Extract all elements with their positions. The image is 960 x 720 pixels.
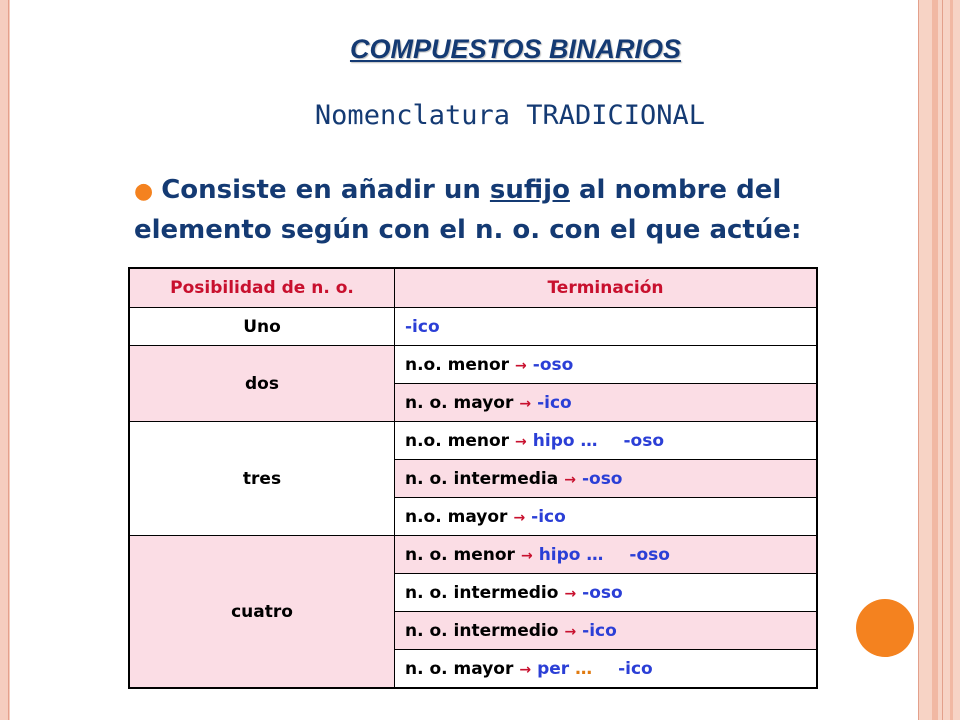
- header-possibility: Posibilidad de n. o.: [129, 268, 395, 308]
- suffix: -ico: [405, 316, 440, 337]
- suffix: -oso: [623, 430, 665, 451]
- prefix: per: [537, 658, 570, 679]
- intro-paragraph: [134, 171, 874, 250]
- bullet-icon: ●: [134, 179, 154, 204]
- arrow-right-icon: →: [520, 547, 533, 564]
- suffix: -oso: [532, 354, 574, 375]
- label-tres: tres: [129, 422, 395, 536]
- ending-cell: [395, 422, 818, 460]
- table-row: [129, 346, 817, 384]
- arrow-right-icon: →: [519, 661, 532, 678]
- intro-after: al nombre del elemento según con el n. o. con el que actúe:: [134, 175, 802, 245]
- prefix: hipo: [532, 430, 575, 451]
- arrow-right-icon: →: [515, 357, 527, 374]
- right-frame-border: [918, 0, 960, 720]
- ending-text: n. o. mayor: [405, 392, 514, 413]
- ending-cell: [395, 346, 818, 384]
- ending-cell: [395, 612, 818, 650]
- ending-text: n. o. intermedia: [405, 468, 559, 489]
- label-cuatro: cuatro: [129, 536, 395, 689]
- arrow-right-icon: →: [513, 509, 526, 526]
- arrow-right-icon: →: [515, 433, 527, 450]
- label-dos: dos: [129, 346, 395, 422]
- arrow-right-icon: →: [564, 623, 577, 640]
- ending-text: n.o. menor: [405, 430, 510, 451]
- left-frame-border: [0, 0, 10, 720]
- arrow-right-icon: →: [564, 585, 577, 602]
- arrow-right-icon: →: [564, 471, 576, 488]
- table-row: [129, 536, 817, 574]
- table-row: [129, 422, 817, 460]
- nomenclature-table: [128, 267, 818, 689]
- suffix: -ico: [582, 620, 617, 641]
- ending-cell: [395, 650, 818, 689]
- page-subtitle: Nomenclatura TRADICIONAL: [314, 100, 706, 131]
- ending-text: n. o. menor: [405, 544, 515, 565]
- suffix: -oso: [582, 582, 623, 603]
- header-ending: Terminación: [395, 268, 818, 308]
- suffix: -ico: [618, 658, 653, 679]
- ellipsis: …: [580, 430, 598, 451]
- ending-cell: [395, 460, 818, 498]
- ending-cell: [395, 308, 818, 346]
- suffix: -ico: [531, 506, 566, 527]
- ending-text: n. o. intermedio: [405, 582, 559, 603]
- page-title: COMPUESTOS BINARIOS: [349, 34, 682, 64]
- ending-text: n.o. menor: [405, 354, 510, 375]
- ending-cell: [395, 536, 818, 574]
- intro-keyword: sufijo: [489, 175, 570, 205]
- ellipsis: …: [586, 544, 604, 565]
- intro-before: Consiste en añadir un: [161, 175, 490, 205]
- suffix: -oso: [629, 544, 670, 565]
- ending-text: n. o. intermedio: [405, 620, 559, 641]
- ellipsis: …: [575, 658, 593, 679]
- table-row: [129, 308, 817, 346]
- label-uno: Uno: [129, 308, 395, 346]
- decorative-orange-circle: [856, 599, 914, 657]
- suffix: -oso: [581, 468, 623, 489]
- ending-text: n.o. mayor: [405, 506, 508, 527]
- suffix: -ico: [537, 392, 572, 413]
- ending-cell: [395, 574, 818, 612]
- arrow-right-icon: →: [519, 395, 532, 412]
- ending-text: n. o. mayor: [405, 658, 514, 679]
- ending-cell: [395, 384, 818, 422]
- ending-cell: [395, 498, 818, 536]
- prefix: hipo: [538, 544, 581, 565]
- table-header-row: [129, 268, 817, 308]
